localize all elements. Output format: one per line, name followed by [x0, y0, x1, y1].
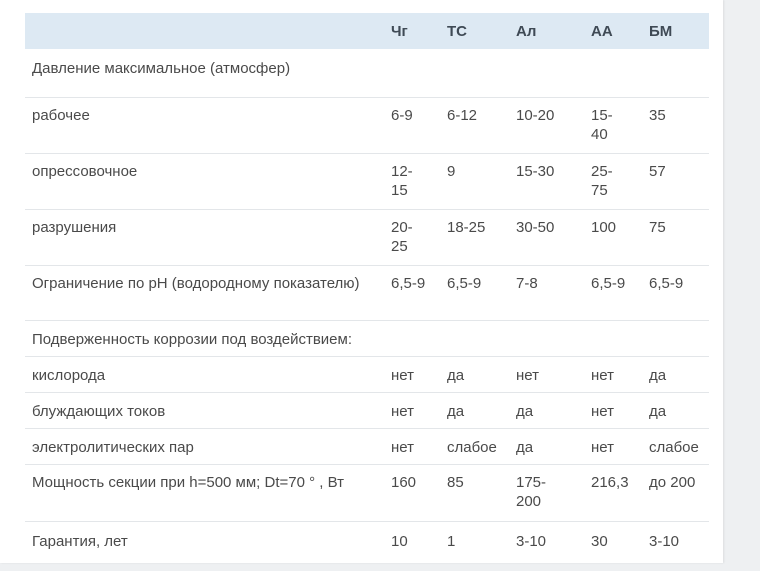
cell-al: 10-20: [509, 97, 584, 153]
table-row: [25, 521, 709, 571]
cell-ts: да: [440, 392, 509, 428]
row-label: разрушения: [25, 209, 384, 265]
table-header-row: [25, 13, 709, 49]
cell-chg: 10: [391, 532, 408, 550]
table-row: [25, 320, 709, 356]
cell-chg: 160: [384, 464, 440, 521]
cell-bm: 3-10: [649, 532, 680, 550]
cell-aa: нет: [584, 356, 642, 392]
cell-al: 175- 200: [509, 464, 584, 521]
cell-aa: 100: [584, 209, 642, 265]
cell-chg: 12- 15: [384, 153, 440, 209]
table-row: [25, 464, 709, 521]
cell-al: 3-10: [516, 532, 547, 550]
cell-aa: 25- 75: [584, 153, 642, 209]
cell-ts: 85: [440, 464, 509, 521]
cell-al: нет: [509, 356, 584, 392]
row-label: Ограничение по pH (водородному показателю): [25, 265, 384, 320]
header-al: Ал: [509, 13, 584, 49]
cell-bm: да: [642, 392, 709, 428]
row-label: опрессовочное: [25, 153, 384, 209]
cell-al: да: [509, 392, 584, 428]
cell-bm: 75: [642, 209, 709, 265]
cell-chg: нет: [384, 428, 440, 464]
cell-bm: 6,5-9: [642, 265, 709, 320]
cell-ts: 6-12: [440, 97, 509, 153]
row-label: Подверженность коррозии под воздействием:: [25, 320, 709, 356]
cell-chg: 6-9: [384, 97, 440, 153]
header-bm: БМ: [642, 13, 709, 49]
cell-ts: 9: [440, 153, 509, 209]
row-label: Давление максимальное (атмосфер): [25, 49, 709, 97]
cell-chg: 6,5-9: [384, 265, 440, 320]
cell-chg: нет: [384, 392, 440, 428]
radiator-comparison-table: [25, 13, 709, 571]
cell-al: да: [509, 428, 584, 464]
cell-al: 7-8: [509, 265, 584, 320]
cell-chg: нет: [384, 356, 440, 392]
cell-bm: 35: [642, 97, 709, 153]
cell-aa: нет: [584, 428, 642, 464]
cell-ts: да: [440, 356, 509, 392]
table-row: [25, 356, 709, 392]
cell-ts: 18-25: [440, 209, 509, 265]
cell-aa: 216,3: [584, 464, 642, 521]
header-label-column: [25, 13, 384, 49]
row-label: электролитических пар: [25, 428, 384, 464]
cell-bm: слабое: [642, 428, 709, 464]
table-row: [25, 153, 709, 209]
row-label: рабочее: [25, 97, 384, 153]
table-row: [25, 97, 709, 153]
cell-ts: 6,5-9: [440, 265, 509, 320]
cell-al: 30-50: [509, 209, 584, 265]
cell-ts: 1: [447, 532, 456, 550]
cell-al: 15-30: [509, 153, 584, 209]
row-label: Мощность секции при h=500 мм; Dt=70 ° , Вт: [25, 464, 384, 521]
cell-bm: 57: [642, 153, 709, 209]
table-row: [25, 392, 709, 428]
table-row: [25, 49, 709, 97]
row-label: блуждающих токов: [25, 392, 384, 428]
cell-aa: нет: [584, 392, 642, 428]
row-label: Гарантия, лет: [32, 532, 128, 550]
cell-chg: 20- 25: [384, 209, 440, 265]
row-label: кислорода: [25, 356, 384, 392]
cell-bm: до 200: [642, 464, 709, 521]
table-row: [25, 428, 709, 464]
cell-aa: 30: [591, 532, 608, 550]
cell-aa: 15- 40: [584, 97, 642, 153]
table-row: [25, 265, 709, 320]
cell-ts: слабое: [440, 428, 509, 464]
cell-aa: 6,5-9: [584, 265, 642, 320]
header-ts: ТС: [440, 13, 509, 49]
header-aa: АА: [584, 13, 642, 49]
header-chg: Чг: [384, 13, 440, 49]
cell-bm: да: [642, 356, 709, 392]
table-row: [25, 209, 709, 265]
